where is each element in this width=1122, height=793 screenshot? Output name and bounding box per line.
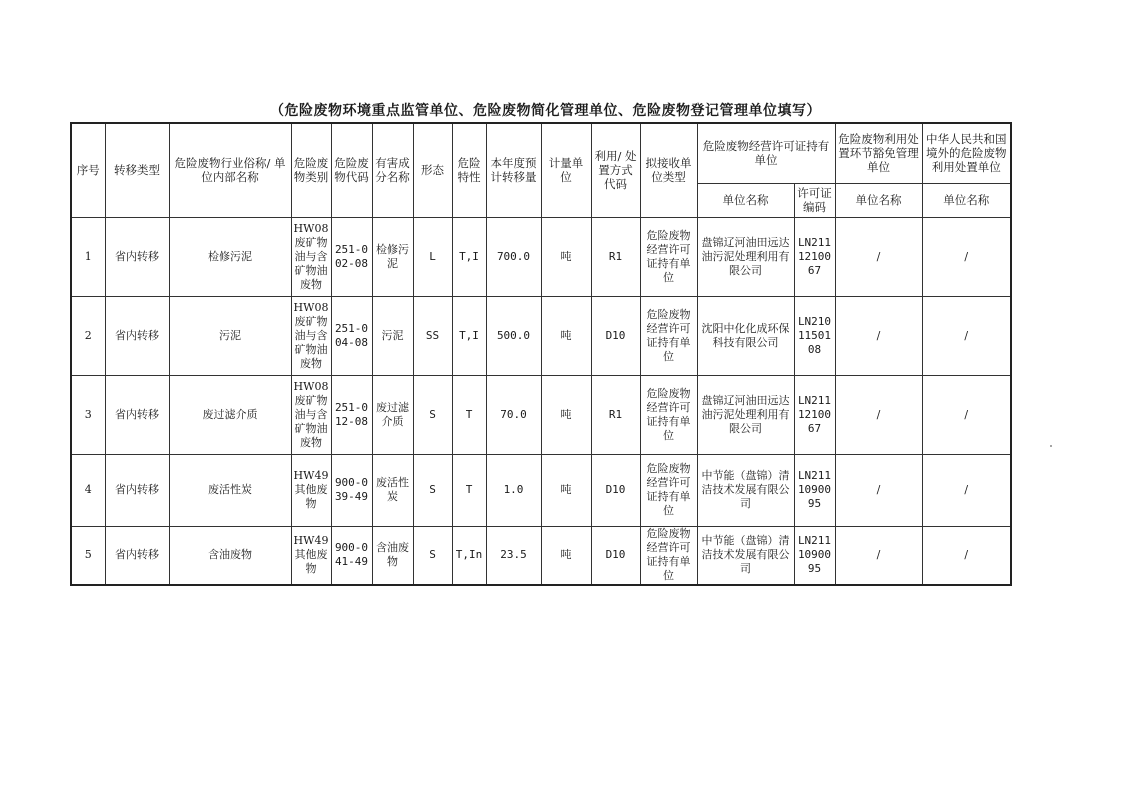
header-category: 危险废物类别 — [291, 123, 331, 217]
cell-code: 251-002-08 — [331, 217, 372, 296]
cell-transfer-type: 省内转移 — [105, 296, 169, 375]
cell-method: R1 — [591, 375, 640, 454]
cell-receiver-type: 危险废物经营许可证持有单位 — [640, 454, 697, 526]
cell-method: D10 — [591, 454, 640, 526]
cell-industry-name: 含油废物 — [169, 526, 291, 585]
cell-overseas: / — [922, 375, 1011, 454]
cell-license-no: LN2111210067 — [794, 375, 835, 454]
cell-code: 900-039-49 — [331, 454, 372, 526]
header-licensed-unit-name: 单位名称 — [697, 183, 794, 217]
cell-category: HW49其他废物 — [291, 454, 331, 526]
header-hazardous-component: 有害成分名称 — [372, 123, 413, 217]
cell-hazard: T,I — [452, 296, 486, 375]
cell-overseas: / — [922, 526, 1011, 585]
cell-unit-name: 盘锦辽河油田远达油污泥处理利用有限公司 — [697, 217, 794, 296]
header-industry-name: 危险废物行业俗称/ 单位内部名称 — [169, 123, 291, 217]
cell-industry-name: 废过滤介质 — [169, 375, 291, 454]
cell-license-no: LN2101150108 — [794, 296, 835, 375]
cell-code: 251-012-08 — [331, 375, 372, 454]
cell-license-no: LN2111090095 — [794, 526, 835, 585]
table-row — [71, 217, 1011, 296]
cell-unit: 吨 — [541, 526, 591, 585]
cell-receiver-type: 危险废物经营许可证持有单位 — [640, 526, 697, 585]
header-receiver-type: 拟接收单位类型 — [640, 123, 697, 217]
cell-seq: 5 — [71, 526, 105, 585]
header-overseas-unit-name: 单位名称 — [922, 183, 1011, 217]
cell-overseas: / — [922, 217, 1011, 296]
cell-license-no: LN2111090095 — [794, 454, 835, 526]
cell-unit-name: 中节能（盘锦）清洁技术发展有限公司 — [697, 454, 794, 526]
header-seq: 序号 — [71, 123, 105, 217]
header-hazard-property: 危险特性 — [452, 123, 486, 217]
cell-industry-name: 检修污泥 — [169, 217, 291, 296]
cell-seq: 3 — [71, 375, 105, 454]
cell-seq: 2 — [71, 296, 105, 375]
cell-component: 检修污泥 — [372, 217, 413, 296]
header-code: 危险废物代码 — [331, 123, 372, 217]
cell-seq: 1 — [71, 217, 105, 296]
cell-industry-name: 废活性炭 — [169, 454, 291, 526]
cell-component: 含油废物 — [372, 526, 413, 585]
cell-method: D10 — [591, 526, 640, 585]
cell-form: S — [413, 454, 452, 526]
cell-industry-name: 污泥 — [169, 296, 291, 375]
cell-overseas: / — [922, 296, 1011, 375]
cell-component: 废过滤介质 — [372, 375, 413, 454]
cell-receiver-type: 危险废物经营许可证持有单位 — [640, 217, 697, 296]
cell-transfer-type: 省内转移 — [105, 217, 169, 296]
cell-category: HW49其他废物 — [291, 526, 331, 585]
cell-form: SS — [413, 296, 452, 375]
cell-amount: 23.5 — [486, 526, 541, 585]
cell-license-no: LN2111210067 — [794, 217, 835, 296]
header-exempt-group: 危险废物利用处置环节豁免管理单位 — [835, 123, 922, 183]
cell-code: 900-041-49 — [331, 526, 372, 585]
cell-code: 251-004-08 — [331, 296, 372, 375]
cell-exempt: / — [835, 296, 922, 375]
header-transfer-type: 转移类型 — [105, 123, 169, 217]
cell-unit: 吨 — [541, 217, 591, 296]
scan-speck — [1050, 445, 1052, 447]
cell-receiver-type: 危险废物经营许可证持有单位 — [640, 296, 697, 375]
cell-transfer-type: 省内转移 — [105, 526, 169, 585]
table-caption: （危险废物环境重点监管单位、危险废物简化管理单位、危险废物登记管理单位填写） — [270, 103, 821, 119]
cell-overseas: / — [922, 454, 1011, 526]
cell-hazard: T,I — [452, 217, 486, 296]
cell-receiver-type: 危险废物经营许可证持有单位 — [640, 375, 697, 454]
cell-unit-name: 中节能（盘锦）清洁技术发展有限公司 — [697, 526, 794, 585]
cell-form: S — [413, 526, 452, 585]
cell-method: D10 — [591, 296, 640, 375]
hazardous-waste-transfer-table — [70, 122, 1012, 586]
cell-exempt: / — [835, 526, 922, 585]
cell-unit: 吨 — [541, 454, 591, 526]
cell-component: 污泥 — [372, 296, 413, 375]
cell-transfer-type: 省内转移 — [105, 375, 169, 454]
table-row — [71, 296, 1011, 375]
cell-method: R1 — [591, 217, 640, 296]
cell-hazard: T — [452, 454, 486, 526]
cell-component: 废活性炭 — [372, 454, 413, 526]
header-license-no: 许可证编码 — [794, 183, 835, 217]
header-disposal-method: 利用/ 处置方式代码 — [591, 123, 640, 217]
cell-unit: 吨 — [541, 375, 591, 454]
cell-category: HW08废矿物油与含矿物油废物 — [291, 375, 331, 454]
cell-amount: 500.0 — [486, 296, 541, 375]
cell-amount: 700.0 — [486, 217, 541, 296]
cell-unit-name: 沈阳中化化成环保科技有限公司 — [697, 296, 794, 375]
cell-form: L — [413, 217, 452, 296]
cell-category: HW08废矿物油与含矿物油废物 — [291, 217, 331, 296]
cell-hazard: T — [452, 375, 486, 454]
header-form: 形态 — [413, 123, 452, 217]
header-licensed-group: 危险废物经营许可证持有单位 — [697, 123, 835, 183]
header-planned-amount: 本年度预计转移量 — [486, 123, 541, 217]
cell-unit: 吨 — [541, 296, 591, 375]
cell-form: S — [413, 375, 452, 454]
cell-seq: 4 — [71, 454, 105, 526]
cell-transfer-type: 省内转移 — [105, 454, 169, 526]
cell-exempt: / — [835, 217, 922, 296]
cell-hazard: T,In — [452, 526, 486, 585]
table-row — [71, 375, 1011, 454]
cell-unit-name: 盘锦辽河油田远达油污泥处理利用有限公司 — [697, 375, 794, 454]
cell-exempt: / — [835, 454, 922, 526]
table-row — [71, 526, 1011, 585]
cell-category: HW08废矿物油与含矿物油废物 — [291, 296, 331, 375]
cell-amount: 70.0 — [486, 375, 541, 454]
cell-exempt: / — [835, 375, 922, 454]
table-row — [71, 454, 1011, 526]
header-unit: 计量单位 — [541, 123, 591, 217]
cell-amount: 1.0 — [486, 454, 541, 526]
header-overseas-group: 中华人民共和国境外的危险废物利用处置单位 — [922, 123, 1011, 183]
header-exempt-unit-name: 单位名称 — [835, 183, 922, 217]
